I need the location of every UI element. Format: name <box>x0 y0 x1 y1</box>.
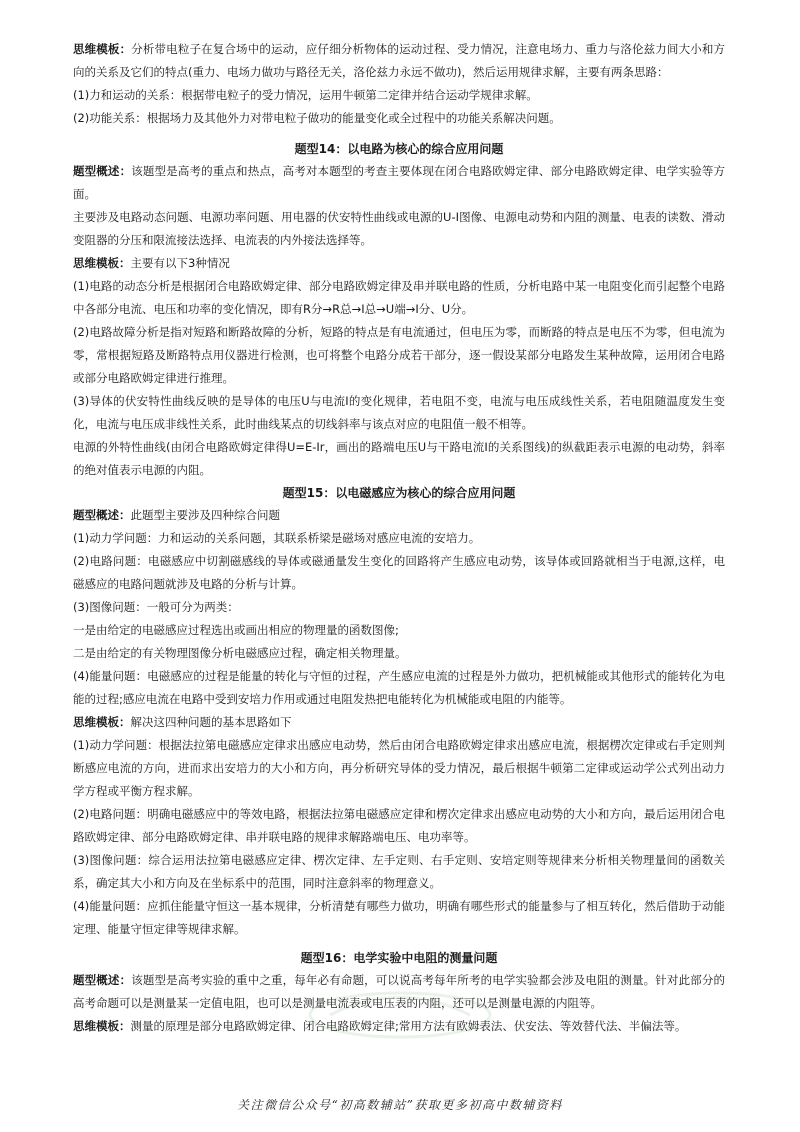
template-label: 思维模板： <box>73 1019 131 1033</box>
template-text: 主要有以下3种情况 <box>130 256 230 270</box>
section-15-template-item: (1)动力学问题：根据法拉第电磁感应定律求出感应电动势，然后由闭合电路欧姆定律求出感应电流，根据楞次定律或右手定则判断感应电流的方向，进而求出安培力的大小和方向，再分析研究导体的受力情况，最后根据牛顿第二定律或运动学公式列出动力学方程或平衡方程求解。 <box>73 738 725 798</box>
section-15-template-item: (4)能量问题：应抓住能量守恒这一基本规律，分析清楚有哪些力做功，明确有哪些形式的能量参与了相互转化，然后借助于动能定理、能量守恒定律等规律求解。 <box>73 899 725 936</box>
overview-label: 题型概述： <box>73 508 131 522</box>
overview-label: 题型概述： <box>73 164 132 178</box>
document-page <box>73 38 725 1038</box>
section-15-overview-item: 二是由给定的有关物理图像分析电磁感应过程，确定相关物理量。 <box>73 646 407 660</box>
section-14-item: (2)电路故障分析是指对短路和断路故障的分析，短路的特点是有电流通过，但电压为零，而断路的特点是电压不为零，但电流为零，常根据短路及断路特点用仪器进行检测，也可将整个电路分成若干部分，逐一假设某部分电路发生某种故障，运用闭合电路或部分电路欧姆定律进行推理。 <box>73 325 725 385</box>
template-label: 思维模板： <box>73 715 131 729</box>
section-14-closing: 电源的外特性曲线(由闭合电路欧姆定律得U=E-Ir，画出的路端电压U与干路电流I的关系图线)的纵截距表示电源的电动势，斜率的绝对值表示电源的内阻。 <box>73 440 725 477</box>
intro-item: (1)力和运动的关系：根据带电粒子的受力情况，运用牛顿第二定律并结合运动学规律求解。 <box>73 88 538 102</box>
overview-text: 该题型是高考实验的重中之重，每年必有命题，可以说高考每年所考的电学实验都会涉及电阻的测量。针对此部分的高考命题可以是测量某一定值电阻，也可以是测量电流表或电压表的内阻，还可以是测量电源的内阻等。 <box>73 973 726 1010</box>
section-14-title: 题型14：以电路为核心的综合应用问题 <box>294 142 504 156</box>
section-15-overview-item: 一是由给定的电磁感应过程选出或画出相应的物理量的函数图像; <box>73 623 399 637</box>
section-15-overview <box>73 504 725 527</box>
template-label: 思维模板： <box>73 42 132 56</box>
section-15-overview-item: (4)能量问题：电磁感应的过程是能量的转化与守恒的过程，产生感应电流的过程是外力做功，把机械能或其他形式的能转化为电能的过程;感应电流在电路中受到安培力作用或通过电阻发热把电能转化为机械能或电阻的内能等。 <box>73 669 725 706</box>
footer-note: 关注微信公众号“初高数辅站”获取更多初高中数辅资料 <box>237 1098 563 1112</box>
section-15-template-item: (2)电路问题：明确电磁感应中的等效电路，根据法拉第电磁感应定律和楞次定律求出感应电动势的大小和方向，最后运用闭合电路欧姆定律、部分电路欧姆定律、串并联电路的规律求解路端电压、电功率等。 <box>73 807 725 844</box>
overview-text: 此题型主要涉及四种综合问题 <box>130 508 280 522</box>
overview-label: 题型概述： <box>73 973 132 987</box>
section-15-template-item: (3)图像问题：综合运用法拉第电磁感应定律、楞次定律、左手定则、右手定则、安培定则等规律来分析相关物理量间的函数关系，确定其大小和方向及在坐标系中的范围，同时注意斜率的物理意义。 <box>73 853 725 890</box>
section-14-overview <box>73 160 725 206</box>
overview-text: 该题型是高考的重点和热点，高考对本题型的考查主要体现在闭合电路欧姆定律、部分电路欧姆定律、电学实验等方面。 <box>73 164 726 201</box>
template-text: 测量的原理是部分电路欧姆定律、闭合电路欧姆定律;常用方法有欧姆表法、伏安法、等效替代法、半偏法等。 <box>130 1019 687 1033</box>
template-text: 解决这四种问题的基本思路如下 <box>130 715 292 729</box>
section-14-item: (3)导体的伏安特性曲线反映的是导体的电压U与电流I的变化规律，若电阻不变，电流与电压成线性关系，若电阻随温度发生变化，电流与电压成非线性关系，此时曲线某点的切线斜率与该点对应的电阻值一般不相等。 <box>73 394 725 431</box>
section-15-template <box>73 711 725 734</box>
section-15-title: 题型15：以电磁感应为核心的综合应用问题 <box>282 486 516 500</box>
intro-text: 分析带电粒子在复合场中的运动，应仔细分析物体的运动过程、受力情况，注意电场力、重力与洛伦兹力间大小和方向的关系及它们的特点(重力、电场力做功与路径无关，洛伦兹力永远不做功)，然后运用规律求解，主要有两条思路： <box>73 42 726 79</box>
section-15-overview-item: (2)电路问题：电磁感应中切割磁感线的导体或磁通量发生变化的回路将产生感应电动势，该导体或回路就相当于电源,这样，电磁感应的电路问题就涉及电路的分析与计算。 <box>73 554 725 591</box>
template-label: 思维模板： <box>73 256 131 270</box>
intro-item: (2)功能关系：根据场力及其他外力对带电粒子做功的能量变化或全过程中的功能关系解决问题。 <box>73 111 561 125</box>
section-16-title: 题型16：电学实验中电阻的测量问题 <box>300 951 498 965</box>
watermark-logo <box>300 985 500 1045</box>
section-15-overview-item: (3)图像问题：一般可分为两类： <box>73 600 239 614</box>
intro-paragraph <box>73 38 725 84</box>
section-14-overview-extra: 主要涉及电路动态问题、电源功率问题、用电器的伏安特性曲线或电源的U-I图像、电源电动势和内阻的测量、电表的读数、滑动变阻器的分压和限流接法选择、电流表的内外接法选择等。 <box>73 210 725 247</box>
watermark-shape-icon <box>300 985 500 1045</box>
section-14-template <box>73 252 725 275</box>
section-14-item: (1)电路的动态分析是根据闭合电路欧姆定律、部分电路欧姆定律及串并联电路的性质，分析电路中某一电阻变化而引起整个电路中各部分电流、电压和功率的变化情况，即有R分→R总→I总→U端→I分、U分。 <box>73 279 725 316</box>
section-15-overview-item: (1)动力学问题：力和运动的关系问题，其联系桥梁是磁场对感应电流的安培力。 <box>73 531 481 545</box>
